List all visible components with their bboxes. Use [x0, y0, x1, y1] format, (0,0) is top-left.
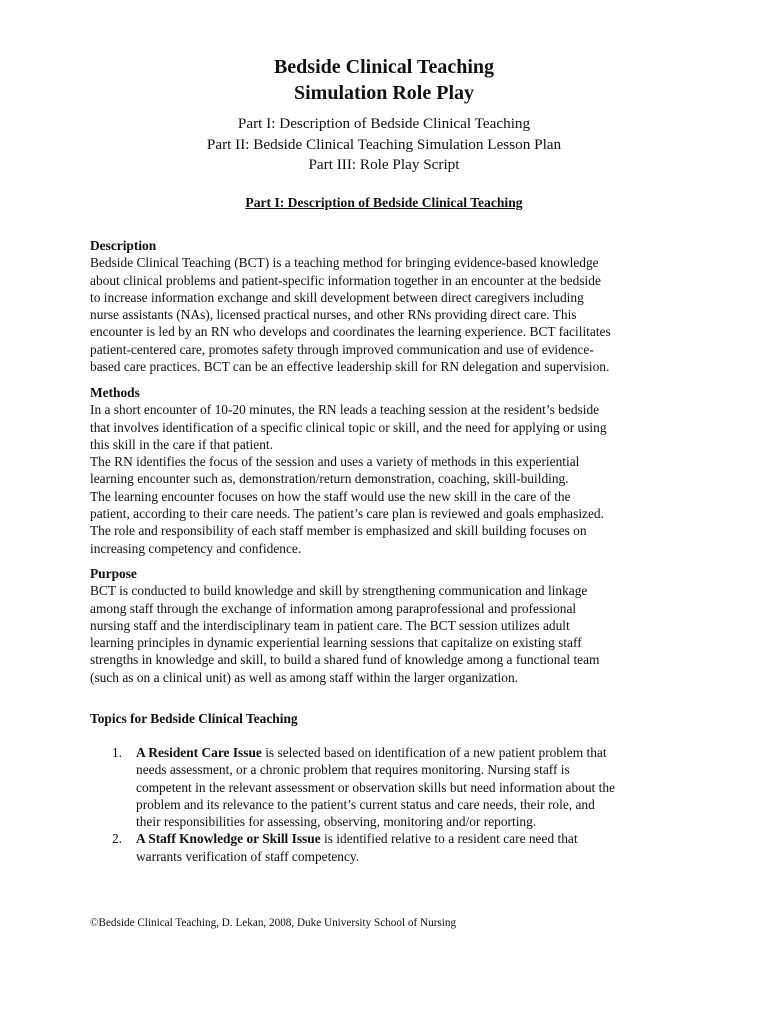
description-line: Bedside Clinical Teaching (BCT) is a teaching method for bringing evidence-based knowledge [90, 255, 599, 271]
methods-line: increasing competency and confidence. [90, 540, 302, 556]
methods-line: learning encounter such as, demonstration/return demonstration, coaching, skill-building. [90, 471, 569, 487]
methods-line: The learning encounter focuses on how the staff would use the new skill in the care of the [90, 488, 571, 504]
topic-first-line [136, 744, 682, 761]
purpose-line: among staff through the exchange of information among paraprofessional and professional [90, 600, 577, 616]
document-title-line-1: Bedside Clinical Teaching [273, 56, 495, 78]
topic-line: needs assessment, or a chronic problem that requires monitoring. Nursing staff is [136, 762, 570, 778]
description-line: based care practices. BCT can be an effective leadership skill for RN delegation and supervision. [90, 359, 610, 375]
purpose-section [90, 565, 690, 686]
purpose-line: learning principles in dynamic experiential learning sessions that capitalize on existing staff [90, 635, 582, 651]
description-line: nurse assistants (NAs), licensed practical nurses, and other RNs providing direct care. This [90, 307, 577, 323]
topic-number: 2. [112, 831, 123, 847]
methods-line: In a short encounter of 10-20 minutes, the RN leads a teaching session at the resident’s bedside [90, 402, 600, 418]
purpose-line: strengths in knowledge and skill, to build a shared fund of knowledge among a functional team [90, 652, 600, 668]
topic-line: competent in the relevant assessment or observation skills but need information about the [136, 779, 615, 795]
parts-list [0, 114, 768, 176]
methods-line: that involves identification of a specific clinical topic or skill, and the need for applying or using [90, 419, 607, 435]
topic-line: warrants verification of staff competency. [136, 848, 360, 864]
topic-item [112, 744, 682, 830]
topic-text: is selected based on identification of a new patient problem that [261, 745, 607, 760]
copyright-footer: ©Bedside Clinical Teaching, D. Lekan, 2008, Duke University School of Nursing [90, 917, 457, 929]
purpose-line: BCT is conducted to build knowledge and skill by strengthening communication and linkage [90, 583, 588, 599]
description-section [90, 237, 690, 375]
topic-line: problem and its relevance to the patient’s current status and care needs, their role, and [136, 796, 595, 812]
topic-text: is identified relative to a resident care need that [320, 831, 578, 847]
topic-number: 1. [112, 745, 123, 760]
part-1-heading: Part I: Description of Bedside Clinical Teaching [245, 195, 523, 210]
topic-item [112, 830, 682, 865]
topic-title: A Staff Knowledge or Skill Issue [136, 831, 321, 847]
methods-line: The RN identifies the focus of the session and uses a variety of methods in this experiential [90, 454, 580, 470]
methods-heading: Methods [90, 385, 140, 400]
methods-section [90, 384, 690, 557]
description-heading: Description [90, 238, 157, 253]
methods-line: this skill in the care if that patient. [90, 436, 273, 452]
topic-line: their responsibilities for assessing, observing, monitoring and/or reporting. [136, 814, 537, 830]
part-3-line: Part III: Role Play Script [308, 156, 460, 173]
purpose-line: (such as on a clinical unit) as well as among staff within the larger organization. [90, 669, 519, 685]
methods-line: patient, according to their care needs. The patient’s care plan is reviewed and goals emphasized. [90, 506, 604, 522]
description-line: about clinical problems and patient-specific information together in an encounter at the bedside [90, 272, 601, 288]
purpose-heading: Purpose [90, 566, 137, 581]
description-line: to increase information exchange and skill development between direct caregivers including [90, 289, 584, 305]
topic-title: A Resident Care Issue [136, 745, 262, 760]
methods-line: The role and responsibility of each staff member is emphasized and skill building focuses on [90, 523, 587, 539]
description-line: patient-centered care, promotes safety through improved communication and use of evidence- [90, 341, 594, 357]
topic-first-line [136, 830, 682, 847]
topics-list [112, 744, 682, 865]
document-title-line-2: Simulation Role Play [293, 82, 474, 104]
topics-heading: Topics for Bedside Clinical Teaching [90, 711, 298, 726]
part-2-line: Part II: Bedside Clinical Teaching Simulation Lesson Plan [206, 135, 562, 153]
part-1-line: Part I: Description of Bedside Clinical Teaching [237, 115, 531, 132]
purpose-line: nursing staff and the interdisciplinary team in patient care. The BCT session utilizes adult [90, 617, 570, 633]
description-line: encounter is led by an RN who develops and coordinates the learning experience. BCT facilitates [90, 324, 611, 340]
